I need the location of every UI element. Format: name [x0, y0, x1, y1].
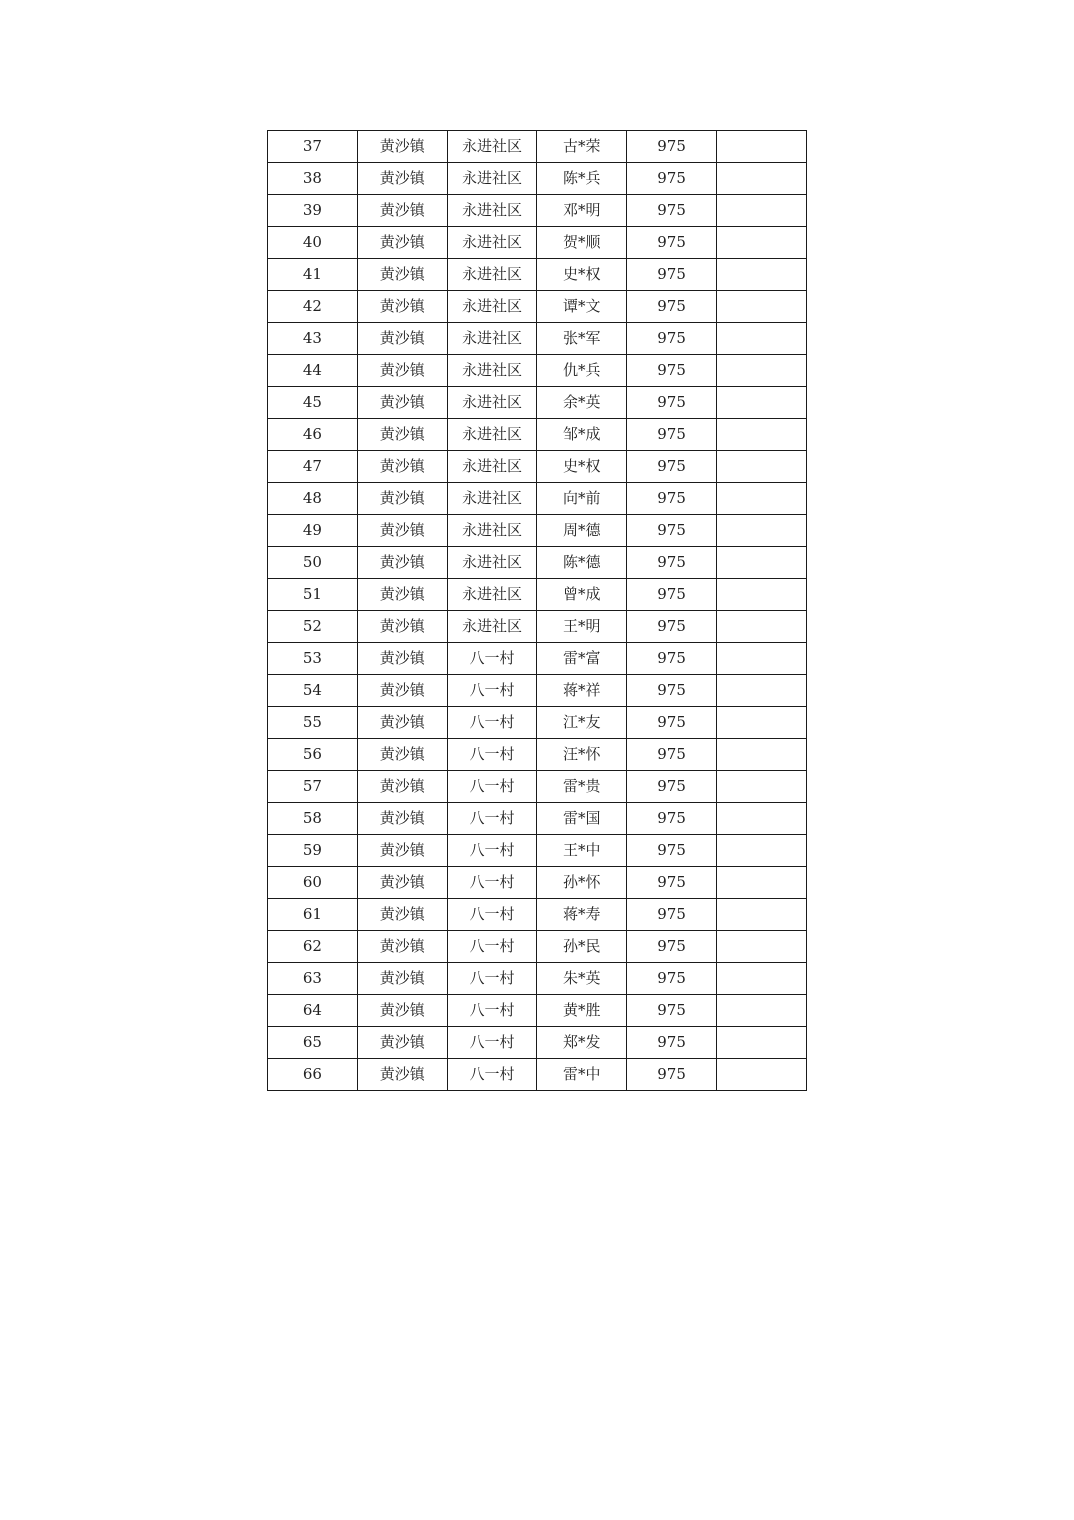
cell-index: 45 [268, 387, 358, 419]
cell-remark [716, 291, 806, 323]
cell-remark [716, 259, 806, 291]
cell-remark [716, 867, 806, 899]
cell-index: 52 [268, 611, 358, 643]
table-row [268, 355, 807, 387]
cell-name: 蒋*祥 [537, 675, 627, 707]
cell-name: 谭*文 [537, 291, 627, 323]
cell-name: 蒋*寿 [537, 899, 627, 931]
table-row [268, 195, 807, 227]
cell-index: 40 [268, 227, 358, 259]
cell-village: 八一村 [447, 803, 537, 835]
cell-village: 永进社区 [447, 387, 537, 419]
cell-remark [716, 899, 806, 931]
cell-town: 黄沙镇 [357, 899, 447, 931]
cell-amount: 975 [627, 675, 717, 707]
cell-amount: 975 [627, 163, 717, 195]
cell-index: 60 [268, 867, 358, 899]
cell-remark [716, 1027, 806, 1059]
cell-name: 向*前 [537, 483, 627, 515]
cell-amount: 975 [627, 707, 717, 739]
cell-remark [716, 547, 806, 579]
cell-town: 黄沙镇 [357, 707, 447, 739]
cell-name: 雷*贵 [537, 771, 627, 803]
cell-name: 张*军 [537, 323, 627, 355]
cell-amount: 975 [627, 1059, 717, 1091]
cell-amount: 975 [627, 483, 717, 515]
table-row [268, 259, 807, 291]
table-row [268, 771, 807, 803]
cell-town: 黄沙镇 [357, 195, 447, 227]
cell-name: 贺*顺 [537, 227, 627, 259]
cell-index: 38 [268, 163, 358, 195]
cell-amount: 975 [627, 355, 717, 387]
cell-index: 54 [268, 675, 358, 707]
cell-town: 黄沙镇 [357, 835, 447, 867]
cell-amount: 975 [627, 259, 717, 291]
cell-remark [716, 707, 806, 739]
cell-town: 黄沙镇 [357, 579, 447, 611]
cell-village: 八一村 [447, 867, 537, 899]
cell-town: 黄沙镇 [357, 771, 447, 803]
cell-amount: 975 [627, 963, 717, 995]
cell-index: 66 [268, 1059, 358, 1091]
cell-town: 黄沙镇 [357, 451, 447, 483]
cell-amount: 975 [627, 547, 717, 579]
cell-remark [716, 195, 806, 227]
cell-town: 黄沙镇 [357, 291, 447, 323]
cell-amount: 975 [627, 387, 717, 419]
table-row [268, 675, 807, 707]
cell-name: 黄*胜 [537, 995, 627, 1027]
cell-remark [716, 1059, 806, 1091]
cell-village: 八一村 [447, 1059, 537, 1091]
cell-index: 59 [268, 835, 358, 867]
table-row [268, 931, 807, 963]
roster-table [267, 130, 807, 1091]
cell-remark [716, 515, 806, 547]
cell-name: 郑*发 [537, 1027, 627, 1059]
table-row [268, 579, 807, 611]
cell-name: 雷*中 [537, 1059, 627, 1091]
cell-remark [716, 771, 806, 803]
cell-remark [716, 835, 806, 867]
cell-village: 永进社区 [447, 547, 537, 579]
table-row [268, 483, 807, 515]
cell-index: 53 [268, 643, 358, 675]
cell-name: 仇*兵 [537, 355, 627, 387]
cell-remark [716, 419, 806, 451]
cell-town: 黄沙镇 [357, 963, 447, 995]
cell-remark [716, 323, 806, 355]
table-row [268, 803, 807, 835]
cell-amount: 975 [627, 931, 717, 963]
cell-index: 57 [268, 771, 358, 803]
cell-index: 42 [268, 291, 358, 323]
cell-name: 陈*兵 [537, 163, 627, 195]
cell-village: 永进社区 [447, 163, 537, 195]
cell-amount: 975 [627, 835, 717, 867]
cell-village: 永进社区 [447, 579, 537, 611]
cell-remark [716, 451, 806, 483]
table-row [268, 963, 807, 995]
cell-village: 永进社区 [447, 323, 537, 355]
cell-name: 王*中 [537, 835, 627, 867]
table-row [268, 163, 807, 195]
cell-remark [716, 995, 806, 1027]
cell-village: 永进社区 [447, 515, 537, 547]
cell-name: 王*明 [537, 611, 627, 643]
cell-village: 永进社区 [447, 195, 537, 227]
cell-name: 史*权 [537, 259, 627, 291]
cell-amount: 975 [627, 291, 717, 323]
cell-index: 62 [268, 931, 358, 963]
table-row [268, 995, 807, 1027]
cell-index: 65 [268, 1027, 358, 1059]
table-row [268, 387, 807, 419]
cell-remark [716, 963, 806, 995]
table-row [268, 291, 807, 323]
cell-amount: 975 [627, 323, 717, 355]
cell-amount: 975 [627, 611, 717, 643]
table-row [268, 323, 807, 355]
cell-amount: 975 [627, 867, 717, 899]
cell-town: 黄沙镇 [357, 995, 447, 1027]
cell-town: 黄沙镇 [357, 355, 447, 387]
cell-index: 50 [268, 547, 358, 579]
cell-name: 周*德 [537, 515, 627, 547]
cell-name: 汪*怀 [537, 739, 627, 771]
table-row [268, 1027, 807, 1059]
table-row [268, 547, 807, 579]
cell-village: 八一村 [447, 995, 537, 1027]
cell-town: 黄沙镇 [357, 547, 447, 579]
cell-name: 江*友 [537, 707, 627, 739]
cell-name: 邹*成 [537, 419, 627, 451]
cell-name: 朱*英 [537, 963, 627, 995]
cell-remark [716, 227, 806, 259]
cell-name: 孙*怀 [537, 867, 627, 899]
cell-town: 黄沙镇 [357, 131, 447, 163]
cell-amount: 975 [627, 579, 717, 611]
cell-amount: 975 [627, 195, 717, 227]
cell-village: 永进社区 [447, 611, 537, 643]
cell-name: 孙*民 [537, 931, 627, 963]
cell-town: 黄沙镇 [357, 611, 447, 643]
cell-index: 47 [268, 451, 358, 483]
cell-village: 八一村 [447, 899, 537, 931]
cell-amount: 975 [627, 771, 717, 803]
cell-index: 44 [268, 355, 358, 387]
cell-village: 八一村 [447, 931, 537, 963]
table-row [268, 739, 807, 771]
cell-town: 黄沙镇 [357, 419, 447, 451]
table-row [268, 131, 807, 163]
cell-town: 黄沙镇 [357, 227, 447, 259]
table-row [268, 419, 807, 451]
cell-amount: 975 [627, 1027, 717, 1059]
cell-index: 46 [268, 419, 358, 451]
cell-name: 邓*明 [537, 195, 627, 227]
cell-town: 黄沙镇 [357, 643, 447, 675]
cell-village: 永进社区 [447, 355, 537, 387]
cell-town: 黄沙镇 [357, 323, 447, 355]
cell-index: 56 [268, 739, 358, 771]
cell-amount: 975 [627, 739, 717, 771]
cell-village: 永进社区 [447, 419, 537, 451]
table-row [268, 1059, 807, 1091]
cell-town: 黄沙镇 [357, 483, 447, 515]
cell-index: 41 [268, 259, 358, 291]
cell-remark [716, 579, 806, 611]
cell-name: 古*荣 [537, 131, 627, 163]
table-row [268, 835, 807, 867]
cell-amount: 975 [627, 995, 717, 1027]
cell-index: 55 [268, 707, 358, 739]
cell-town: 黄沙镇 [357, 739, 447, 771]
cell-amount: 975 [627, 419, 717, 451]
cell-remark [716, 131, 806, 163]
cell-amount: 975 [627, 803, 717, 835]
cell-village: 永进社区 [447, 259, 537, 291]
cell-index: 37 [268, 131, 358, 163]
cell-remark [716, 387, 806, 419]
cell-index: 63 [268, 963, 358, 995]
cell-index: 64 [268, 995, 358, 1027]
cell-town: 黄沙镇 [357, 931, 447, 963]
table-row [268, 515, 807, 547]
cell-town: 黄沙镇 [357, 387, 447, 419]
cell-name: 雷*富 [537, 643, 627, 675]
cell-amount: 975 [627, 643, 717, 675]
cell-town: 黄沙镇 [357, 675, 447, 707]
cell-village: 八一村 [447, 835, 537, 867]
table-row [268, 227, 807, 259]
cell-town: 黄沙镇 [357, 259, 447, 291]
cell-village: 八一村 [447, 643, 537, 675]
cell-village: 八一村 [447, 771, 537, 803]
cell-amount: 975 [627, 131, 717, 163]
cell-index: 39 [268, 195, 358, 227]
cell-index: 61 [268, 899, 358, 931]
cell-remark [716, 803, 806, 835]
cell-village: 永进社区 [447, 291, 537, 323]
cell-village: 永进社区 [447, 227, 537, 259]
cell-village: 永进社区 [447, 131, 537, 163]
cell-remark [716, 675, 806, 707]
cell-remark [716, 483, 806, 515]
cell-name: 余*英 [537, 387, 627, 419]
cell-index: 43 [268, 323, 358, 355]
cell-village: 八一村 [447, 1027, 537, 1059]
cell-index: 48 [268, 483, 358, 515]
cell-index: 49 [268, 515, 358, 547]
table-row [268, 899, 807, 931]
cell-town: 黄沙镇 [357, 1027, 447, 1059]
cell-village: 八一村 [447, 963, 537, 995]
table-row [268, 867, 807, 899]
cell-index: 58 [268, 803, 358, 835]
roster-table-body [268, 131, 807, 1091]
cell-amount: 975 [627, 451, 717, 483]
cell-remark [716, 931, 806, 963]
cell-name: 曾*成 [537, 579, 627, 611]
cell-town: 黄沙镇 [357, 1059, 447, 1091]
cell-village: 八一村 [447, 739, 537, 771]
cell-village: 永进社区 [447, 451, 537, 483]
cell-amount: 975 [627, 899, 717, 931]
cell-name: 雷*国 [537, 803, 627, 835]
cell-village: 永进社区 [447, 483, 537, 515]
cell-amount: 975 [627, 227, 717, 259]
cell-remark [716, 355, 806, 387]
cell-name: 史*权 [537, 451, 627, 483]
cell-amount: 975 [627, 515, 717, 547]
cell-town: 黄沙镇 [357, 515, 447, 547]
cell-index: 51 [268, 579, 358, 611]
cell-remark [716, 739, 806, 771]
table-row [268, 643, 807, 675]
cell-remark [716, 611, 806, 643]
cell-remark [716, 643, 806, 675]
cell-village: 八一村 [447, 707, 537, 739]
cell-name: 陈*德 [537, 547, 627, 579]
cell-town: 黄沙镇 [357, 867, 447, 899]
cell-village: 八一村 [447, 675, 537, 707]
table-row [268, 451, 807, 483]
cell-town: 黄沙镇 [357, 803, 447, 835]
cell-remark [716, 163, 806, 195]
table-row [268, 707, 807, 739]
cell-town: 黄沙镇 [357, 163, 447, 195]
table-row [268, 611, 807, 643]
